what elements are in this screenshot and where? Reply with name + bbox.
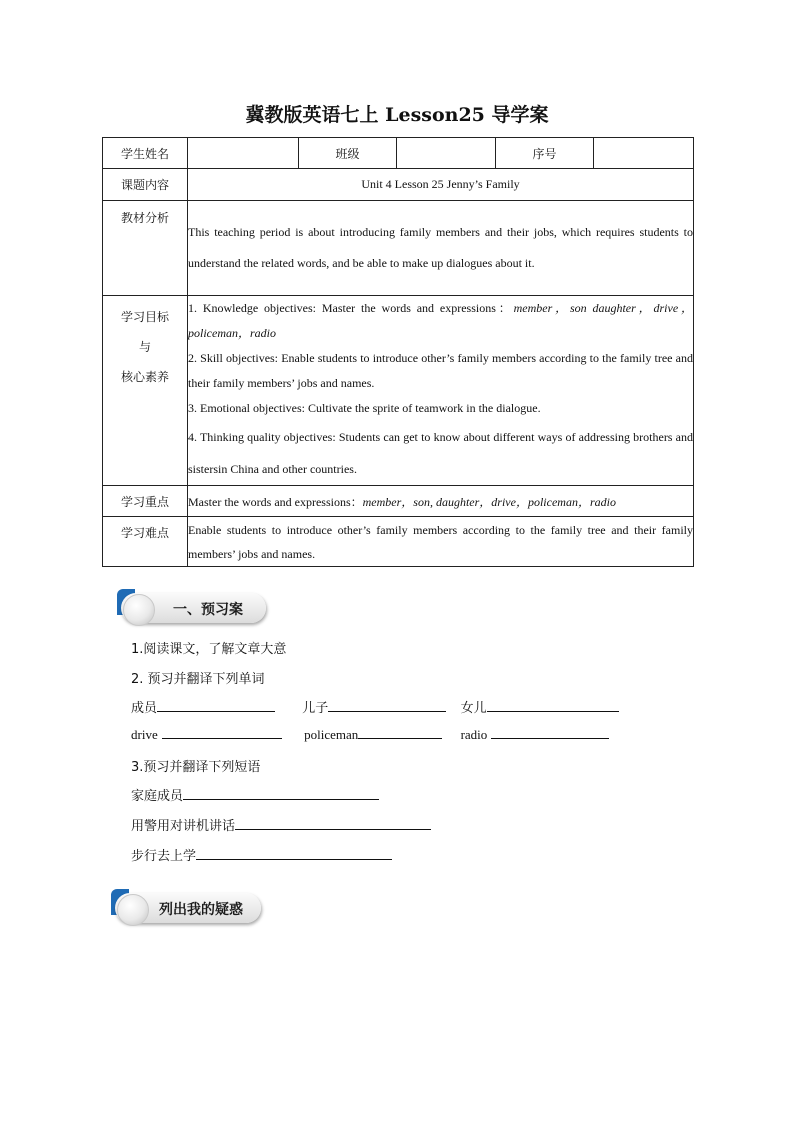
phrase-row xyxy=(131,815,431,834)
section-header-preview xyxy=(117,589,277,623)
section-title: 列出我的疑惑 xyxy=(159,902,243,918)
answer-blank[interactable] xyxy=(235,817,431,830)
word-label: drive xyxy=(131,727,158,742)
table-row xyxy=(103,486,694,517)
phrase-label: 家庭成员 xyxy=(131,789,184,804)
class-cell[interactable] xyxy=(397,138,496,169)
goals-label-line: 与 xyxy=(138,340,151,354)
word-label: 儿子 xyxy=(302,701,329,716)
document-title: 冀教版英语七上 Lesson25 导学案 xyxy=(245,104,549,126)
answer-blank[interactable] xyxy=(358,726,442,739)
phrase-row xyxy=(131,785,379,804)
answer-blank[interactable] xyxy=(491,726,609,739)
answer-blank[interactable] xyxy=(328,699,446,712)
answer-blank[interactable] xyxy=(157,699,275,712)
seat-number-cell[interactable] xyxy=(594,138,694,169)
key-points-content: Master the words and expressions：member，son, daughter，drive，policeman，radio xyxy=(188,486,694,517)
word-label: 女儿 xyxy=(460,701,487,716)
phrase-label: 步行去上学 xyxy=(131,849,197,864)
answer-blank[interactable] xyxy=(487,699,619,712)
preview-item-2: 2. 预习并翻译下列单词 xyxy=(131,672,265,687)
section-title: 一、预习案 xyxy=(173,602,243,618)
word-label: policeman xyxy=(304,727,359,742)
topic-value: Unit 4 Lesson 25 Jenny’s Family xyxy=(188,169,694,201)
word-label: 成员 xyxy=(131,701,158,716)
goal-skill: 2. Skill objectives: Enable students to introduce other’s family members according to the family tree and their family members’ jobs and names. xyxy=(188,351,693,390)
goals-content xyxy=(188,296,694,486)
lesson-plan-table xyxy=(102,137,694,567)
section-orb-icon xyxy=(123,594,155,626)
table-row xyxy=(103,169,694,201)
key-points-label: 学习重点 xyxy=(103,486,188,517)
table-row xyxy=(103,138,694,169)
preview-item-1: 1.阅读课文，了解文章大意 xyxy=(131,642,287,657)
analysis-label: 教材分析 xyxy=(103,201,188,296)
section-orb-icon xyxy=(117,894,149,926)
goal-emotional: 3. Emotional objectives: Cultivate the sprite of teamwork in the dialogue. xyxy=(188,401,541,415)
goal-thinking: 4. Thinking quality objectives: Students can get to know about different ways of addressing brothers and sistersin China and other countries. xyxy=(188,430,693,476)
student-name-cell[interactable] xyxy=(188,138,299,169)
word-row-1 xyxy=(131,697,619,716)
goal-knowledge-words: member，son daughter，drive，policeman，radio xyxy=(188,301,694,340)
goals-label-line: 核心素养 xyxy=(120,370,169,384)
phrase-row xyxy=(131,845,392,864)
section-header-questions xyxy=(111,889,271,923)
answer-blank[interactable] xyxy=(196,847,392,860)
seat-number-label: 序号 xyxy=(496,138,594,169)
goals-label xyxy=(103,296,188,486)
answer-blank[interactable] xyxy=(162,726,282,739)
student-name-label: 学生姓名 xyxy=(103,138,188,169)
table-row xyxy=(103,296,694,486)
class-label: 班级 xyxy=(299,138,397,169)
key-points-words: member，son, daughter，drive，policeman，radio xyxy=(362,494,616,509)
goal-knowledge: 1. Knowledge objectives: Master the words and expressions：member，son daughter，drive，policeman，radio xyxy=(188,301,694,340)
phrase-label: 用警用对讲机讲话 xyxy=(131,819,236,834)
table-row xyxy=(103,201,694,296)
table-row xyxy=(103,517,694,567)
difficulty-text: Enable students to introduce other’s family members according to the family tree and their family members’ jobs and names. xyxy=(188,517,694,567)
difficulty-label: 学习难点 xyxy=(103,517,188,567)
analysis-text: This teaching period is about introducing family members and their jobs, which requires students to understand the related words, and be able to make up dialogues about it. xyxy=(188,201,694,296)
answer-blank[interactable] xyxy=(183,787,379,800)
preview-item-3: 3.预习并翻译下列短语 xyxy=(131,760,261,775)
word-row-2 xyxy=(131,726,609,743)
goals-label-line: 学习目标 xyxy=(120,310,169,324)
topic-label: 课题内容 xyxy=(103,169,188,201)
word-label: radio xyxy=(460,727,488,742)
